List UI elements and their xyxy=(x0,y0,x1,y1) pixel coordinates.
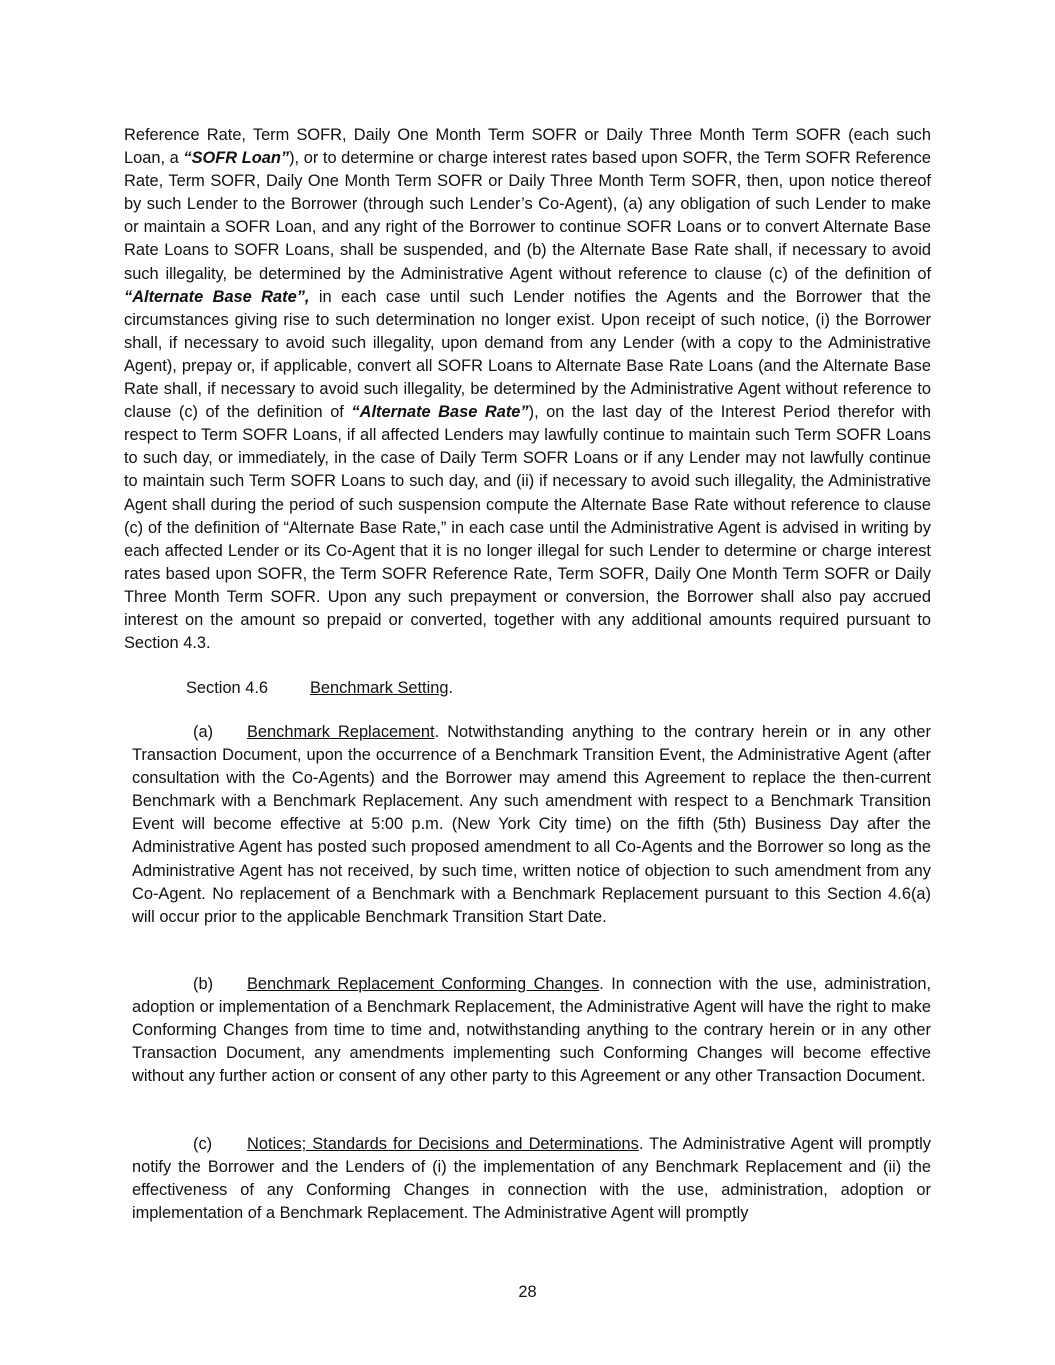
defined-term-alternate-base-rate: “Alternate Base Rate”, xyxy=(124,287,310,306)
section-title: Benchmark Setting xyxy=(310,679,449,697)
defined-term-alternate-base-rate: “Alternate Base Rate” xyxy=(351,403,529,422)
section-number: Section 4.6 xyxy=(186,679,269,697)
subsection-b xyxy=(132,973,931,1088)
subsection-heading: Benchmark Replacement Conforming Changes xyxy=(247,975,600,993)
subsection-text: . In connection with the use, administration, adoption or implementation of a Benchmark Replacement, the Administrative Agent will have the right to make Conforming Changes from time to time and, notwithstanding anything to the contrary herein or in any other Transaction Document, any amendments implementing such Conforming Changes will become effective without any further action or consent of any other party to this Agreement or any other Transaction Document. xyxy=(132,975,931,1086)
subsection-text: . The Administrative Agent will promptly notify the Borrower and the Lenders of (i) the implementation of any Benchmark Replacement and (ii) the effectiveness of any Conforming Changes in connection with the use, administration, adoption or implementation of a Benchmark Replacement. The Administrative Agent will promptly xyxy=(132,1135,931,1223)
subsection-label: (b) xyxy=(193,975,214,993)
paragraph-text: in each case until such Lender notifies the Agents and the Borrower that the circumstances giving rise to such determination no longer exist. Upon receipt of such notice, (i) the Borrower shall, if necessary to avoid such illegality, upon demand from any Lender (with a copy to the Administrative Agent), prepay or, if applicable, convert all SOFR Loans to Alternate Base Rate Loans (and the Alternate Base Rate shall, if necessary to avoid such illegality, be determined by the Administrative Agent without reference to clause (c) of the definition of xyxy=(124,287,931,422)
defined-term-sofr-loan: “SOFR Loan” xyxy=(183,149,290,168)
subsection-heading: Benchmark Replacement xyxy=(247,723,435,741)
paragraph-text: Reference Rate, Term SOFR, Daily One Month Term SOFR or Daily Three Month Term SOFR (each such Loan, a xyxy=(124,126,931,168)
section-heading xyxy=(186,677,453,700)
subsection-heading: Notices; Standards for Decisions and Determinations xyxy=(247,1135,639,1153)
subsection-a xyxy=(132,721,931,929)
paragraph-sofr-illegality xyxy=(124,124,931,655)
subsection-text: . Notwithstanding anything to the contrary herein or in any other Transaction Document, upon the occurrence of a Benchmark Transition Event, the Administrative Agent (after consultation with the Co-Agents) and the Borrower may amend this Agreement to replace the then-current Benchmark with a Benchmark Replacement. Any such amendment with respect to a Benchmark Transition Event will become effective at 5:00 p.m. (New York City time) on the fifth (5th) Business Day after the Administrative Agent has posted such proposed amendment to all Co-Agents and the Borrower so long as the Administrative Agent has not received, by such time, written notice of objection to such amendment from any Co-Agent. No replacement of a Benchmark with a Benchmark Replacement pursuant to this Section 4.6(a) will occur prior to the applicable Benchmark Transition Start Date. xyxy=(132,723,932,926)
page-number: 28 xyxy=(518,1283,537,1301)
paragraph-text: ), on the last day of the Interest Period therefor with respect to Term SOFR Loans, if all affected Lenders may lawfully continue to maintain such Term SOFR Loans to such day, or immediately, in the case of Daily Term SOFR Loans or if any Lender may not lawfully continue to maintain such Term SOFR Loans to such day, and (ii) if necessary to avoid such illegality, the Administrative Agent shall during the period of such suspension compute the Alternate Base Rate without reference to clause (c) of the definition of “Alternate Base Rate,” in each case until the Administrative Agent is advised in writing by each affected Lender or its Co-Agent that it is no longer illegal for such Lender to determine or charge interest rates based upon SOFR, the Term SOFR Reference Rate, Term SOFR, Daily One Month Term SOFR or Daily Three Month Term SOFR. Upon any such prepayment or conversion, the Borrower shall also pay accrued interest on the amount so prepaid or converted, together with any additional amounts required pursuant to Section 4.3. xyxy=(124,403,931,653)
section-title-suffix: . xyxy=(448,679,454,697)
subsection-label: (c) xyxy=(193,1135,213,1153)
subsection-c xyxy=(132,1133,931,1225)
paragraph-text: ), or to determine or charge interest rates based upon SOFR, the Term SOFR Reference Rate, Term SOFR, Daily One Month Term SOFR or Daily Three Month Term SOFR, then, upon notice thereof by such Lender to the Borrower (through such Lender’s Co-Agent), (a) any obligation of such Lender to make or maintain a SOFR Loan, and any right of the Borrower to continue SOFR Loans or to convert Alternate Base Rate Loans to SOFR Loans, shall be suspended, and (b) the Alternate Base Rate shall, if necessary to avoid such illegality, be determined by the Administrative Agent without reference to clause (c) of the definition of xyxy=(124,149,931,283)
subsection-label: (a) xyxy=(193,723,214,741)
